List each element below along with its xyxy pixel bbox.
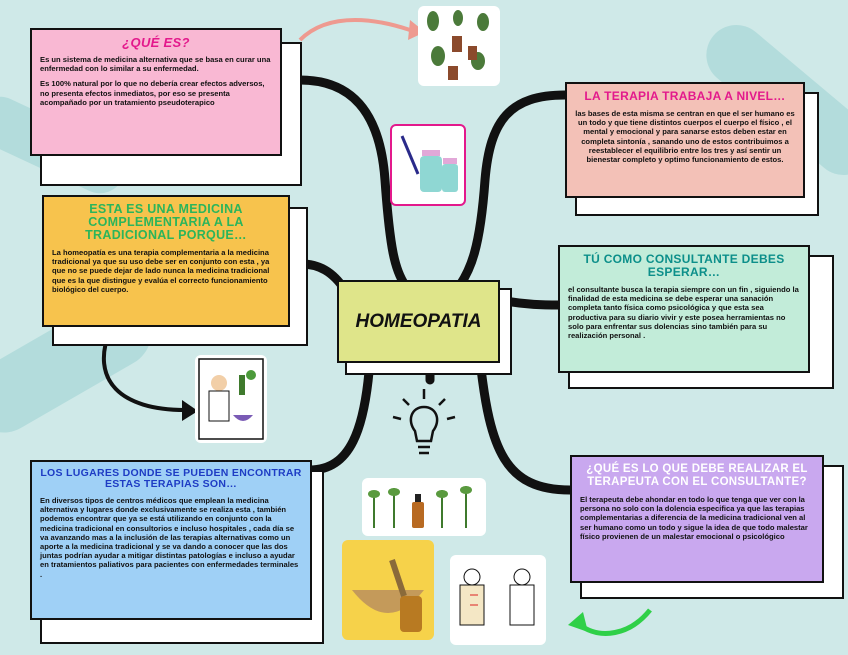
arrow-curve-green bbox=[580, 610, 650, 633]
card-text: las bases de esta misma se centran en que el ser humano es un todo y que tiene distintos cuerpos el cuerpo el físico , el mental y emocional y para sanarse estos deben estar en completa sintonía , sanando uno de estos contribuimos a reestablecer el equilibrio entre los tres y así sentir un bienestar completo y optimo funcionamiento de estos. bbox=[575, 109, 795, 165]
center-title: HOMEOPATIA bbox=[355, 310, 482, 332]
herb-bottles-illustration bbox=[418, 6, 500, 86]
doctor-mortar-illustration bbox=[195, 355, 267, 443]
card-text: El terapeuta debe ahondar en todo lo que tenga que ver con la persona no solo con la dolencia especifica ya que las terapias complementarias a diferencia de la medicina tradicional ven al ser humano como un todo y sigue la idea de que todo malestar físico provienen de un malestar emocional o psicológico bbox=[580, 495, 808, 541]
card-text: Es un sistema de medicina alternativa que se basa en curar una enfermedad con lo similar a su enfermedad. bbox=[40, 55, 271, 74]
mortar-pestle-illustration bbox=[342, 540, 434, 640]
pharmacy-jars-illustration bbox=[390, 124, 466, 206]
center-node bbox=[337, 280, 500, 363]
plants-bottle-illustration bbox=[362, 478, 486, 536]
card-text: La homeopatía es una terapia complementaria a la medicina tradicional ya que su uso debe ser en conjunto con esta , ya que no se puede dejar de lado nunca la medicina tradicional que es la que distingue y evalúa el correcto funcionamiento biológico del cuerpo. bbox=[52, 248, 270, 294]
card-text: En diversos tipos de centros médicos que emplean la medicina alternativa y lugares donde exclusivamente se realiza esta , también podemos encontrar que ya se está utilizando en conjunto con la medicina tradicional en consultorios e incluso hospitales , cada día se va avanzando mas a la inclusión de las terapias alternativas como un aporte a la medicina tradicional y se va dando a conocer que las dos juntas podrían ayudar a mitigar distintas patologías e incluso a ayudar en tratamientos paliativos para pacientes con enfermedades terminales . bbox=[40, 496, 299, 579]
card-title: ESTA ES UNA MEDICINA COMPLEMENTARIA A LA TRADICIONAL PORQUE… bbox=[85, 202, 247, 242]
lightbulb-icon bbox=[385, 385, 463, 465]
arrow-head-green bbox=[568, 612, 588, 632]
arrow-curve-pink bbox=[300, 20, 410, 40]
connector-lugares bbox=[310, 360, 370, 470]
card-title: ¿QUÉ ES LO QUE DEBE REALIZAR EL TERAPEUTA CON EL CONSULTANTE? bbox=[586, 463, 808, 488]
connector-trabaja bbox=[460, 95, 565, 285]
card-text: Es 100% natural por lo que no debería crear efectos adversos, no presenta efectos inmediatos, por eso se presenta acompañado por un tratamiento pseudoterapico bbox=[40, 79, 265, 107]
card-title: LOS LUGARES DONDE SE PUEDEN ENCONTRAR ESTAS TERAPIAS SON… bbox=[40, 467, 302, 490]
card-title: ¿QUÉ ES? bbox=[122, 35, 190, 50]
card-title: LA TERAPIA TRABAJA A NIVEL… bbox=[584, 89, 786, 103]
consultation-illustration bbox=[450, 555, 546, 645]
connector-terapeuta bbox=[480, 360, 570, 490]
card-text: el consultante busca la terapia siempre con un fin , siguiendo la finalidad de esta medicina se debe esperar una sanación completa tanto física como psicológica y que esta sea productiva para su diario vivir y este posea herramientas no solo para enfrentar sus dolencias sino también para su realización personal . bbox=[568, 285, 799, 341]
card-title: TÚ COMO CONSULTANTE DEBES ESPERAR… bbox=[583, 252, 785, 279]
